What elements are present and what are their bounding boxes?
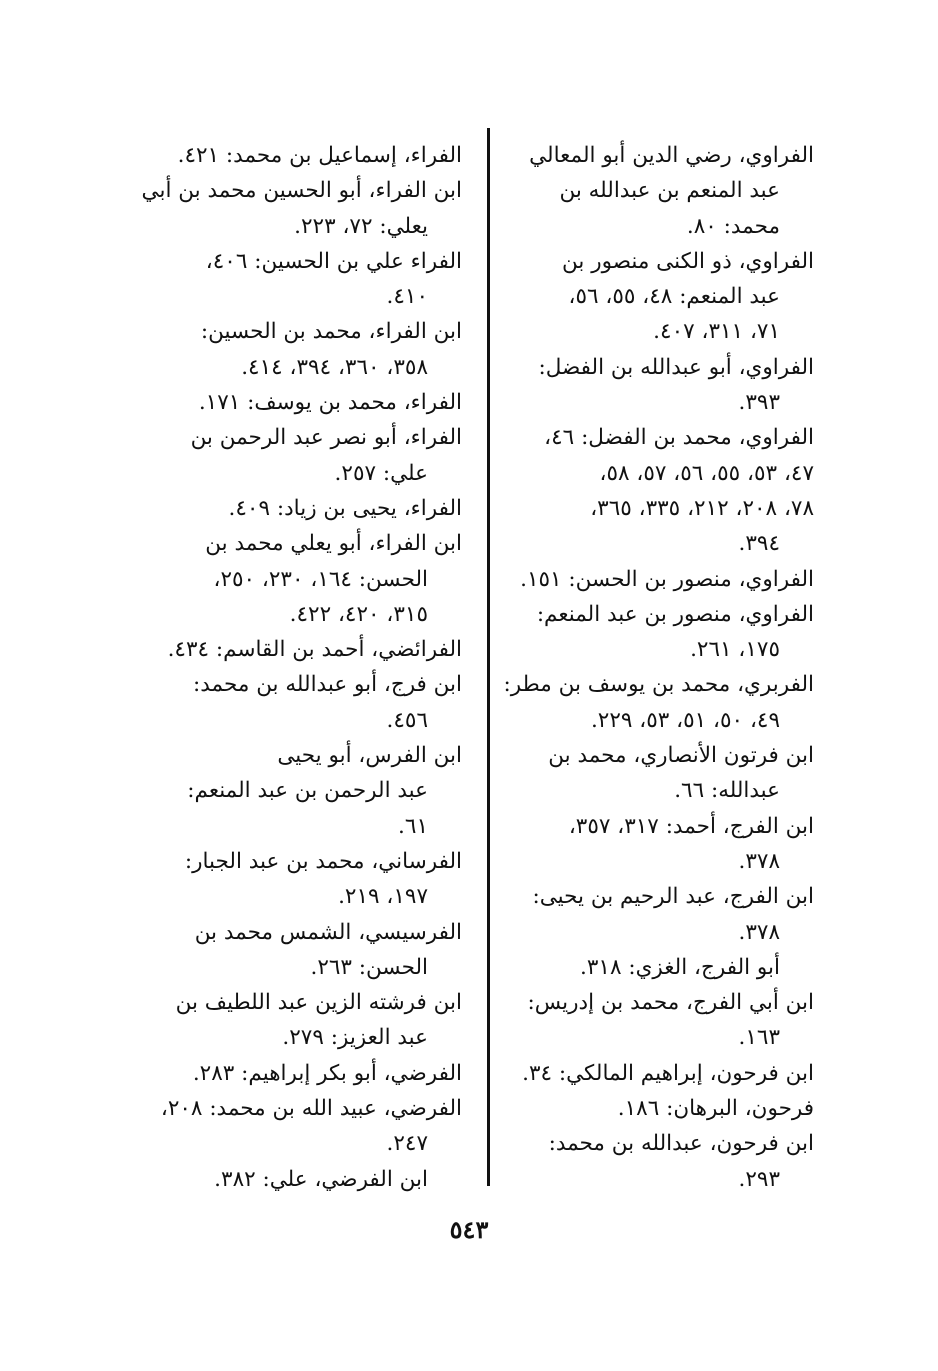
- index-line: أبو الفرج، الغزي: ٣١٨.: [580, 954, 780, 980]
- index-line: الفرائضي، أحمد بن القاسم: ٤٣٤.: [167, 637, 462, 663]
- index-line: عبد الرحمن بن عبد المنعم:: [187, 778, 428, 804]
- index-line: ٣١٥، ٤٢٠، ٤٢٢.: [289, 601, 428, 627]
- index-line: ابن الفرضي، علي: ٣٨٢.: [214, 1166, 428, 1192]
- index-line: الفرسيسي، الشمس محمد بن: [194, 919, 462, 945]
- index-line: الحسن: ٢٦٣.: [310, 954, 428, 980]
- index-line: الفراوي، ذو الكنى منصور بن: [562, 248, 814, 274]
- index-line: ١٩٧، ٢١٩.: [338, 884, 428, 910]
- index-line: ٣٥٨، ٣٦٠، ٣٩٤، ٤١٤.: [241, 354, 428, 380]
- index-line: ابن الفرج، أحمد: ٣١٧، ٣٥٧،: [568, 813, 814, 839]
- index-line: محمد: ٨٠.: [686, 213, 780, 239]
- index-line: ابن الفراء، أبو الحسين محمد بن أبي: [141, 178, 462, 204]
- index-line: الفراء، محمد بن يوسف: ١٧١.: [198, 390, 462, 416]
- index-line: ٢٩٣.: [738, 1166, 780, 1192]
- index-line: الفراوي، منصور بن الحسن: ١٥١.: [520, 566, 814, 592]
- index-line: ٧٨، ٢٠٨، ٢١٢، ٣٣٥، ٣٦٥،: [590, 495, 814, 521]
- column-divider: [487, 128, 490, 1186]
- index-line: عبد العزيز: ٢٧٩.: [282, 1025, 428, 1051]
- index-line: ابن فرحون، إبراهيم المالكي: ٣٤.: [522, 1060, 814, 1086]
- index-line: الفرضي، عبيد الله بن محمد: ٢٠٨،: [160, 1096, 462, 1122]
- left-column: [141, 138, 462, 1197]
- index-line: الفراوي، منصور بن عبد المنعم:: [536, 601, 814, 627]
- page-number: ٥٤٣: [449, 1215, 489, 1244]
- index-line: يعلي: ٧٢، ٢٢٣.: [294, 213, 428, 239]
- index-line: ابن الفراء، أبو يعلي محمد بن: [205, 531, 462, 557]
- index-line: الفراوي، محمد بن الفضل: ٤٦،: [544, 425, 814, 451]
- index-line: الفراوي، رضي الدين أبو المعالي: [529, 143, 814, 168]
- index-line: ١٦٣.: [738, 1025, 780, 1051]
- index-line: ٣٧٨.: [738, 919, 780, 945]
- index-line: ٤٩، ٥٠، ٥١، ٥٣، ٢٢٩.: [590, 707, 780, 733]
- index-line: ابن فرتون الأنصاري، محمد بن: [548, 743, 814, 769]
- index-line: ابن فرحون، عبدالله بن محمد:: [548, 1131, 814, 1157]
- index-line: ابن الفرس، أبو يحيى: [277, 743, 462, 769]
- index-line: ابن أبي الفرج، محمد بن إدريس:: [527, 990, 814, 1016]
- index-line: ٤٥٦.: [386, 707, 428, 733]
- index-line: ابن فرشته الزين عبد اللطيف بن: [175, 990, 462, 1016]
- index-line: عبدالله: ٦٦.: [674, 778, 780, 804]
- index-line: الفراوي، أبو عبدالله بن الفضل:: [538, 354, 814, 380]
- index-line: الفراء علي بن الحسين: ٤٠٦،: [205, 248, 462, 274]
- index-line: عبد المنعم بن عبدالله بن: [559, 178, 780, 204]
- index-line: الحسن: ١٦٤، ٢٣٠، ٢٥٠،: [213, 566, 428, 592]
- index-line: الفراء، أبو نصر عبد الرحمن بن: [190, 425, 462, 451]
- index-line: ١٧٥، ٢٦١.: [690, 637, 780, 663]
- index-line: ٣٩٤.: [738, 531, 780, 557]
- index-line: الفرساني، محمد بن عبد الجبار:: [184, 848, 462, 874]
- index-line: ٤١٠.: [386, 284, 428, 310]
- index-line: ابن الفراء، محمد بن الحسين:: [200, 319, 462, 345]
- index-line: ٣٧٨.: [738, 848, 780, 874]
- right-column: [503, 138, 814, 1197]
- index-line: الفرضي، أبو بكر إبراهيم: ٢٨٣.: [192, 1060, 462, 1086]
- index-line: ٧١، ٣١١، ٤٠٧.: [653, 319, 780, 345]
- index-line: ابن الفرج، عبد الرحيم بن يحيى:: [532, 884, 814, 910]
- index-line: ابن فرج، أبو عبدالله بن محمد:: [193, 672, 462, 698]
- index-line: ٦١.: [398, 813, 428, 839]
- index-line: ٤٧، ٥٣، ٥٥، ٥٦، ٥٧، ٥٨،: [599, 460, 814, 486]
- index-line: الفراء، يحيى بن زياد: ٤٠٩.: [228, 495, 462, 521]
- index-line: ٢٤٧.: [386, 1131, 428, 1157]
- index-line: عبد المنعم: ٤٨، ٥٥، ٥٦،: [568, 284, 780, 310]
- index-line: فرحون، البرهان: ١٨٦.: [617, 1096, 814, 1122]
- index-line: ٣٩٣.: [738, 390, 780, 416]
- index-line: علي: ٢٥٧.: [334, 460, 428, 486]
- index-line: الفراء، إسماعيل بن محمد: ٤٢١.: [177, 143, 462, 168]
- index-line: الفربري، محمد بن يوسف بن مطر:: [503, 672, 814, 698]
